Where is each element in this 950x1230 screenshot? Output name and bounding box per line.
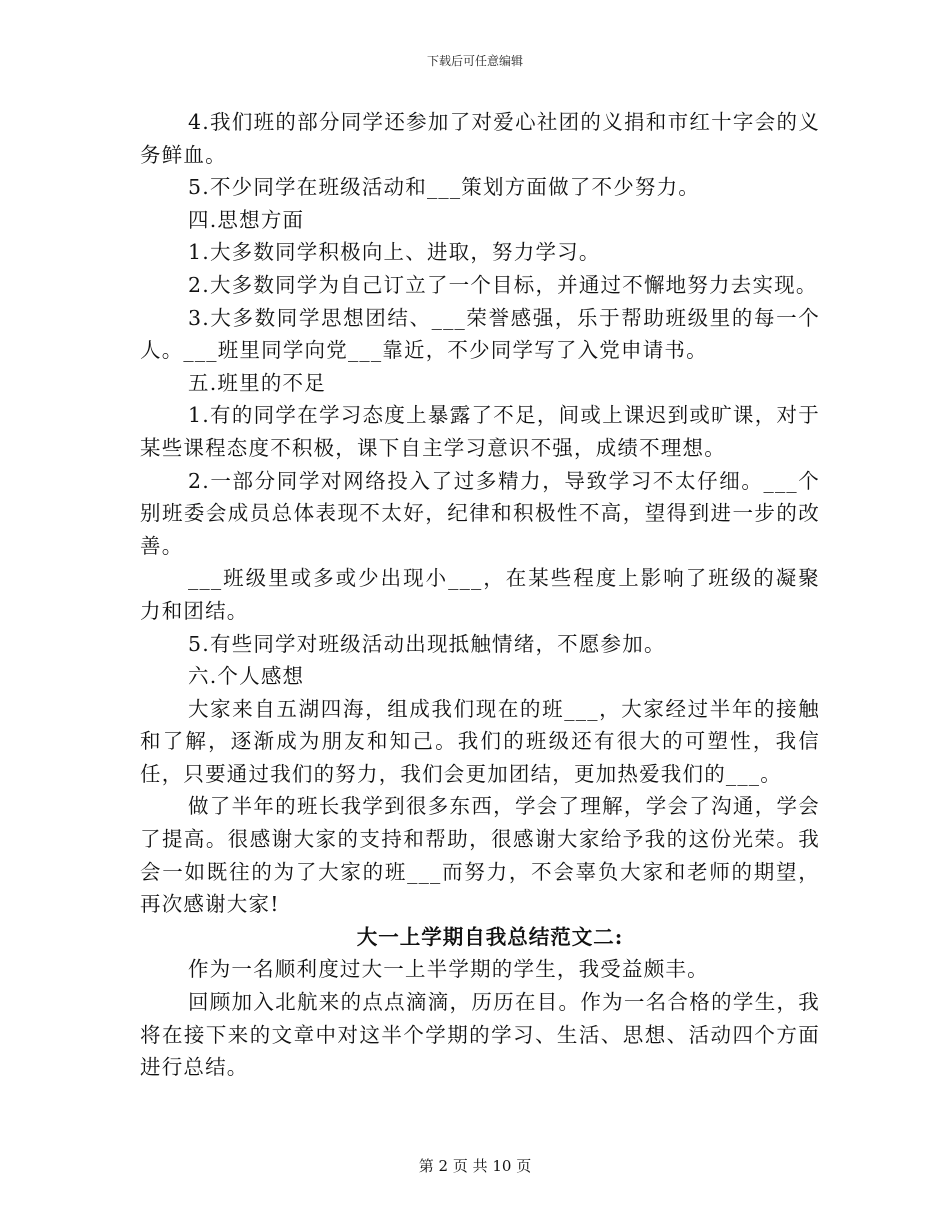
page-header-note: 下载后可任意编辑	[426, 54, 523, 68]
paragraph: 5.不少同学在班级活动和___策划方面做了不少努力。	[188, 175, 701, 200]
paragraph: 1.大多数同学积极向上、进取，努力学习。	[188, 240, 601, 265]
paragraph: 3.大多数同学思想团结、___荣誉感强，乐于帮助班级里的每一个人。___班里同学向党___靠近，不少同学写了入党申请书。	[140, 305, 820, 363]
paragraph: ___班级里或多或少出现小___，在某些程度上影响了班级的凝聚力和团结。	[140, 566, 820, 623]
paragraph: 2.大多数同学为自己订立了一个目标，并通过不懈地努力去实现。	[188, 272, 818, 297]
paragraph: 作为一名顺利度过大一上半学期的学生，我受益颇丰。	[188, 957, 709, 982]
paragraph: 大家来自五湖四海，组成我们现在的班___，大家经过半年的接触和了解，逐渐成为朋友和知己。我们的班级还有很大的可塑性，我信任，只要通过我们的努力，我们会更加团结，更加热爱我们的___。	[140, 696, 820, 786]
paragraph: 1.有的同学在学习态度上暴露了不足，间或上课迟到或旷课，对于某些课程态度不积极，课下自主学习意识不强，成绩不理想。	[140, 403, 820, 460]
section-heading: 六.个人感想	[188, 664, 305, 689]
paragraph: 2.一部分同学对网络投入了过多精力，导致学习不太仔细。___个别班委会成员总体表现不太好，纪律和积极性不高，望得到进一步的改善。	[140, 468, 820, 558]
document-body	[140, 106, 820, 1084]
section-heading: 五.班里的不足	[188, 370, 326, 395]
paragraph: 5.有些同学对班级活动出现抵触情绪，不愿参加。	[188, 631, 666, 656]
page-footer-number: 第 2 页 共 10 页	[418, 1157, 532, 1175]
paragraph: 回顾加入北航来的点点滴滴，历历在目。作为一名合格的学生，我将在接下来的文章中对这半个学期的学习、生活、思想、活动四个方面进行总结。	[140, 990, 820, 1080]
article-title: 大一上学期自我总结范文二:	[356, 924, 624, 949]
paragraph: 做了半年的班长我学到很多东西，学会了理解，学会了沟通，学会了提高。很感谢大家的支持和帮助，很感谢大家给予我的这份光荣。我会一如既往的为了大家的班___而努力，不会辜负大家和老师的期望，再次感谢大家!	[140, 794, 820, 917]
section-heading: 四.思想方面	[188, 207, 305, 232]
paragraph: 4.我们班的部分同学还参加了对爱心社团的义捐和市红十字会的义务鲜血。	[140, 110, 820, 167]
